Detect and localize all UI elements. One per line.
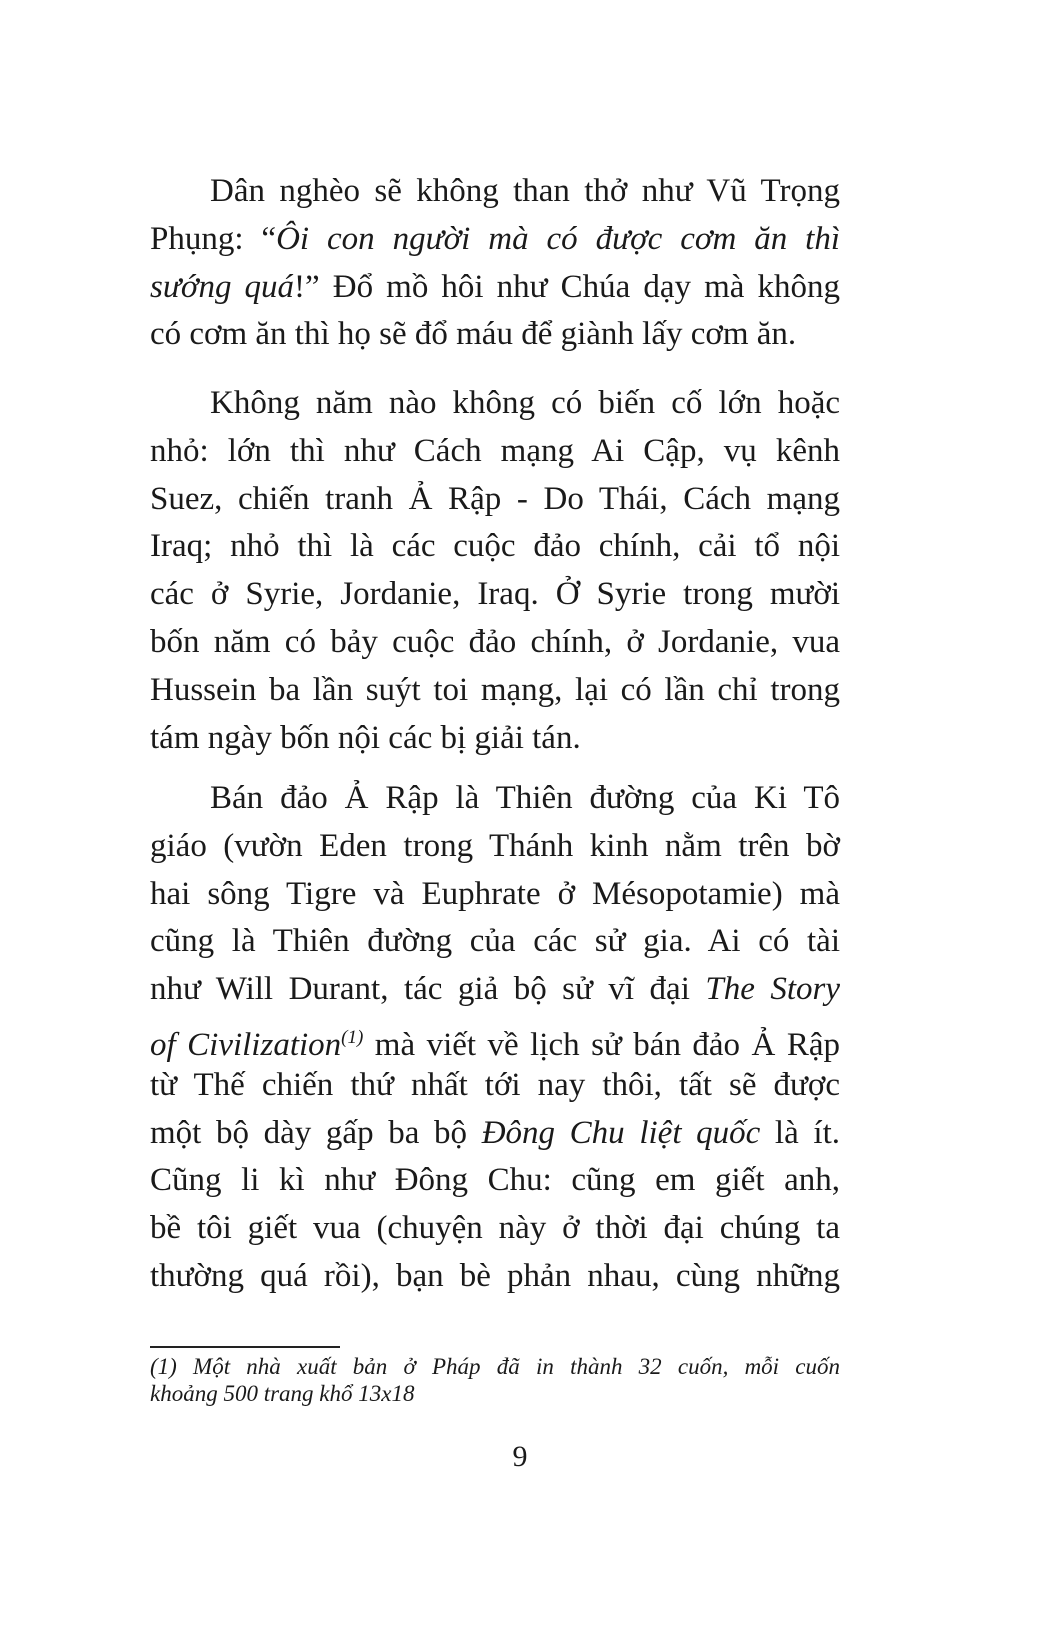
italic-text: Ôi con người mà có được cơm ăn thì (276, 220, 841, 257)
text-line (150, 823, 840, 871)
text-segment: như Will Durant, tác giả bộ sử vĩ đại (150, 971, 706, 1008)
italic-text: Đông Chu liệt quốc (481, 1114, 761, 1151)
text-segment: Không năm nào không có biến cố lớn hoặc (210, 385, 840, 421)
text-segment: bốn năm có bảy cuộc đảo chính, ở Jordanie, vua (150, 623, 840, 660)
text-segment: Suez, chiến tranh Ả Rập - Do Thái, Cách mạng (150, 480, 840, 517)
text-line (150, 1110, 840, 1158)
text-line (150, 380, 840, 428)
text-segment: nhỏ: lớn thì như Cách mạng Ai Cập, vụ kênh (150, 432, 840, 469)
text-line (150, 476, 840, 524)
text-segment: là ít. (760, 1114, 840, 1151)
text-line (150, 1062, 840, 1110)
text-segment: Phụng: “ (150, 220, 277, 257)
footnote-line: (1) Một nhà xuất bản ở Pháp đã in thành 32 cuốn, mỗi cuốn (150, 1354, 840, 1379)
paragraph-2 (150, 380, 840, 762)
text-segment: từ Thế chiến thứ nhất tới nay thôi, tất sẽ được (150, 1066, 840, 1103)
text-segment: bề tôi giết vua (chuyện này ở thời đại chúng ta (150, 1210, 840, 1247)
text-segment: giáo (vườn Eden trong Thánh kinh nằm trên bờ (150, 827, 840, 864)
text-line (150, 1205, 840, 1253)
text-line (150, 667, 840, 715)
italic-text: of Civilization (150, 1026, 342, 1063)
footnote-reference: (1) (341, 1026, 364, 1048)
text-line (150, 264, 840, 312)
text-segment: thường quá rồi), bạn bè phản nhau, cùng những (150, 1257, 840, 1294)
footnote (150, 1353, 840, 1407)
text-line (150, 715, 840, 763)
text-segment: tám ngày bốn nội các bị giải tán. (150, 719, 581, 756)
text-line (150, 216, 840, 264)
text-line (150, 311, 840, 359)
text-segment: hai sông Tigre và Euphrate ở Mésopotamie) mà (150, 875, 840, 912)
text-segment: Bán đảo Ả Rập là Thiên đường của Ki Tô (210, 780, 840, 816)
text-segment: Cũng li kì như Đông Chu: cũng em giết anh, (150, 1162, 840, 1199)
text-segment: Dân nghèo sẽ không than thở như Vũ Trọng (210, 173, 840, 209)
text-line (150, 619, 840, 667)
text-segment: cũng là Thiên đường của các sử gia. Ai có tài (150, 923, 840, 960)
text-line (150, 918, 840, 966)
footnote-divider (150, 1346, 340, 1348)
text-line (150, 966, 840, 1014)
text-line (150, 523, 840, 571)
text-segment: Iraq; nhỏ thì là các cuộc đảo chính, cải tổ nội (150, 528, 840, 565)
text-segment: Hussein ba lần suýt toi mạng, lại có lần chỉ trong (150, 671, 840, 708)
text-line (150, 168, 840, 216)
text-segment: !” Đổ mồ hôi như Chúa dạy mà không (294, 268, 841, 305)
text-line (150, 1157, 840, 1205)
text-segment: một bộ dày gấp ba bộ (150, 1114, 482, 1151)
text-line (150, 775, 840, 823)
italic-text: The Story (705, 971, 840, 1008)
text-segment: các ở Syrie, Jordanie, Iraq. Ở Syrie trong mười (150, 576, 840, 613)
text-line (150, 1253, 840, 1301)
text-line (150, 871, 840, 919)
text-segment: có cơm ăn thì họ sẽ đổ máu để giành lấy cơm ăn. (150, 316, 797, 353)
paragraph-3 (150, 775, 840, 1301)
italic-text: sướng quá (150, 268, 295, 305)
footnote-line: khoảng 500 trang khổ 13x18 (150, 1381, 415, 1406)
text-line (150, 571, 840, 619)
paragraph-1 (150, 168, 840, 359)
text-line (150, 428, 840, 476)
text-line (150, 1014, 840, 1062)
text-segment: mà viết về lịch sử bán đảo Ả Rập (363, 1026, 840, 1063)
page-number: 9 (512, 1440, 528, 1473)
